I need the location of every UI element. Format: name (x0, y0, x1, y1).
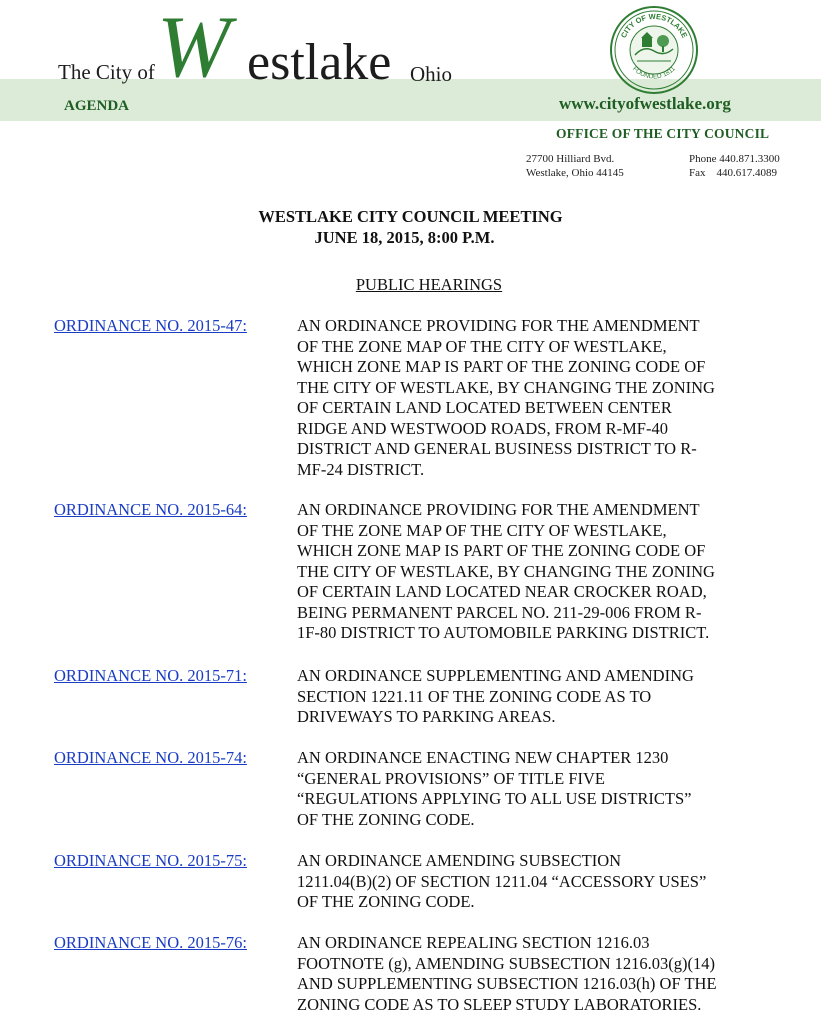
description-line: THE CITY OF WESTLAKE, BY CHANGING THE ZONING (297, 377, 715, 397)
description-line: OF CERTAIN LAND LOCATED BETWEEN CENTER (297, 398, 672, 417)
fax-number: Fax 440.617.4089 (689, 167, 777, 179)
description-line: OF THE ZONING CODE. (297, 809, 475, 829)
meeting-title: WESTLAKE CITY COUNCIL MEETING (258, 207, 563, 226)
description-line: DISTRICT AND GENERAL BUSINESS DISTRICT TO R- (297, 439, 697, 458)
website-link[interactable]: www.cityofwestlake.org (559, 94, 731, 113)
description-line: OF THE ZONE MAP OF THE CITY OF WESTLAKE, (297, 336, 667, 356)
address-block (526, 152, 624, 180)
description-line: 1211.04(B)(2) OF SECTION 1211.04 “ACCESSORY USES” (297, 871, 707, 891)
description-line: 1F-80 DISTRICT TO AUTOMOBILE PARKING DISTRICT. (297, 623, 710, 642)
description-line: SECTION 1221.11 OF THE ZONING CODE AS TO (297, 686, 652, 706)
address-line: 27700 Hilliard Bvd. (526, 153, 615, 165)
ordinance-link[interactable]: ORDINANCE NO. 2015-47: (54, 316, 247, 335)
ordinance-description (297, 666, 767, 728)
ordinance-description (297, 933, 767, 1015)
office-name: OFFICE OF THE CITY COUNCIL (556, 126, 770, 141)
description-line: AN ORDINANCE SUPPLEMENTING AND AMENDING (297, 666, 694, 685)
description-line: OF THE ZONE MAP OF THE CITY OF WESTLAKE, (297, 520, 667, 540)
brand-state: Ohio (410, 62, 452, 86)
description-line: OF CERTAIN LAND LOCATED NEAR CROCKER ROAD, (297, 582, 707, 601)
ordinance-description (297, 500, 767, 644)
description-line: FOOTNOTE (g), AMENDING SUBSECTION 1216.03(g)(14) (297, 953, 715, 973)
description-line: AN ORDINANCE ENACTING NEW CHAPTER 1230 (297, 748, 669, 767)
description-line: AN ORDINANCE AMENDING SUBSECTION (297, 851, 622, 870)
ordinance-description (297, 851, 767, 913)
ordinance-description (297, 316, 767, 480)
brand-prefix: The City of (58, 60, 155, 84)
description-line: AN ORDINANCE REPEALING SECTION 1216.03 (297, 933, 650, 952)
description-line: AN ORDINANCE PROVIDING FOR THE AMENDMENT (297, 500, 700, 519)
brand-initial: W (157, 0, 231, 96)
description-line: ZONING CODE AS TO SLEEP STUDY LABORATORIES. (297, 994, 702, 1014)
ordinance-link[interactable]: ORDINANCE NO. 2015-75: (54, 851, 247, 870)
description-line: “REGULATIONS APPLYING TO ALL USE DISTRICTS” (297, 789, 692, 808)
description-line: WHICH ZONE MAP IS PART OF THE ZONING CODE OF (297, 541, 706, 560)
description-line: AND SUPPLEMENTING SUBSECTION 1216.03(h) OF THE (297, 974, 717, 993)
description-line: BEING PERMANENT PARCEL NO. 211-29-006 FROM R- (297, 602, 702, 622)
contact-block (689, 152, 780, 180)
section-title: PUBLIC HEARINGS (355, 275, 503, 294)
meeting-date: JUNE 18, 2015, 8:00 P.M. (314, 228, 495, 247)
brand-name: estlake (247, 34, 392, 91)
description-line: THE CITY OF WESTLAKE, BY CHANGING THE ZONING (297, 561, 715, 581)
seal-top-text: CITY OF WESTLAKE (618, 11, 690, 40)
ordinance-link[interactable]: ORDINANCE NO. 2015-64: (54, 500, 247, 519)
ordinance-link[interactable]: ORDINANCE NO. 2015-71: (54, 666, 247, 685)
seal-bottom-text: FOUNDED 1811 (631, 65, 677, 81)
ordinance-description (297, 748, 767, 830)
description-line: MF-24 DISTRICT. (297, 459, 425, 479)
description-line: WHICH ZONE MAP IS PART OF THE ZONING CODE OF (297, 357, 706, 376)
ordinance-link[interactable]: ORDINANCE NO. 2015-74: (54, 748, 247, 767)
description-line: DRIVEWAYS TO PARKING AREAS. (297, 707, 556, 726)
city-seal-icon (609, 5, 699, 95)
description-line: RIDGE AND WESTWOOD ROADS, FROM R-MF-40 (297, 418, 668, 438)
description-line: AN ORDINANCE PROVIDING FOR THE AMENDMENT (297, 316, 700, 335)
description-line: OF THE ZONING CODE. (297, 892, 475, 911)
address-line: Westlake, Ohio 44145 (526, 167, 624, 179)
phone-number: Phone 440.871.3300 (689, 153, 780, 165)
description-line: “GENERAL PROVISIONS” OF TITLE FIVE (297, 768, 605, 788)
ordinance-link[interactable]: ORDINANCE NO. 2015-76: (54, 933, 247, 952)
agenda-label: AGENDA (64, 98, 130, 114)
